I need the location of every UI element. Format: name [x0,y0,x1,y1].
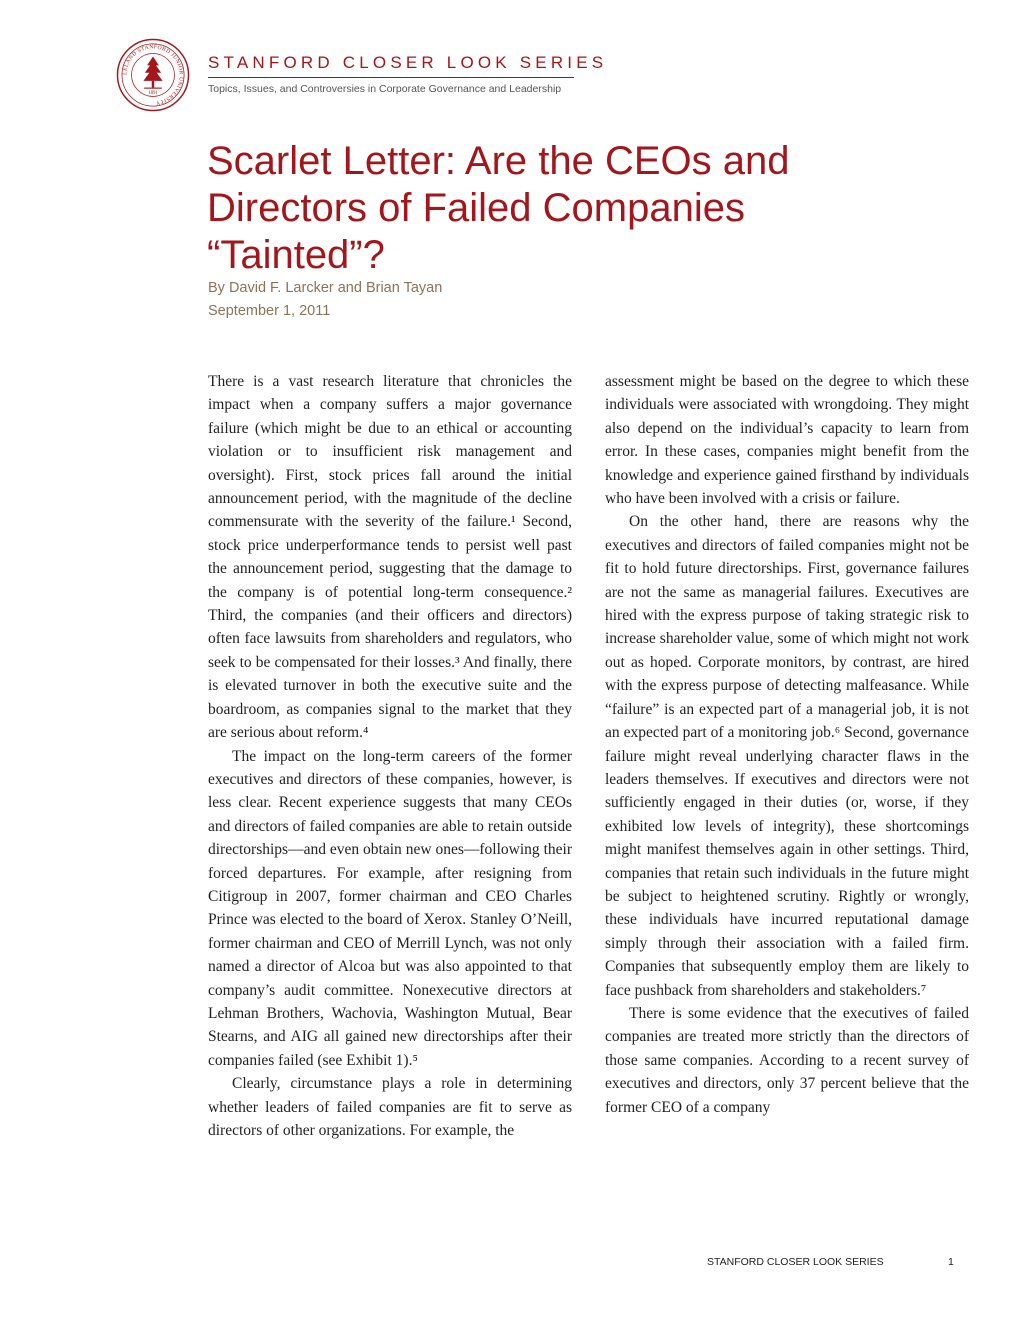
page-number: 1 [948,1256,954,1268]
title-line: “Tainted”? [207,233,385,277]
title-line: Directors of Failed Companies [207,186,745,230]
seal-ring-text: LELAND STANFORD JUNIOR UNIVERSITY [122,44,184,106]
body-column-left [208,370,572,1142]
series-subtitle: Topics, Issues, and Controversies in Corporate Governance and Leadership [208,83,562,95]
body-paragraph: The impact on the long-term careers of the former executives and directors of these companies, however, is less clear. Recent experience suggests that many CEOs and directors of failed companies are able to retain outside directorships—and even obtain new ones—following their forced departures. For example, after resigning from Citigroup in 2007, former chairman and CEO Charles Prince was elected to the board of Xerox. Stanley O’Neill, former chairman and CEO of Merrill Lynch, was not only named a director of Alcoa but was also appointed to that company’s audit committee. Nonexecutive directors at Lehman Brothers, Wachovia, Washington Mutual, Bear Stearns, and AIG all gained new directorships after their companies failed (see Exhibit 1).⁵ [208,747,572,1069]
body-paragraph: There is some evidence that the executives of failed companies are treated more strictly than the directors of those same companies. According to a recent survey of executives and directors, only 37 percent believe that the former CEO of a company [605,1004,969,1116]
body-column-right [605,370,969,1119]
publication-date: September 1, 2011 [208,303,331,319]
body-paragraph: Clearly, circumstance plays a role in determining whether leaders of failed companies are fit to serve as directors of other organizations. For example, the [208,1075,572,1139]
tree-icon [143,57,162,89]
byline: By David F. Larcker and Brian Tayan [208,280,443,296]
body-paragraph: assessment might be based on the degree to which these individuals were associated with wrongdoing. They might also depend on the individual’s capacity to learn from error. In these cases, companies might benefit from the knowledge and experience gained firsthand by individuals who have been involved with a crisis or failure. [605,373,969,508]
body-paragraph: There is a vast research literature that chronicles the impact when a company suffers a major governance failure (which might be due to an ethical or accounting violation or to insufficient risk management and oversight). First, stock prices fall around the initial announcement period, with the magnitude of the decline commensurate with the severity of the failure.¹ Second, stock price underperformance tends to persist well past the announcement period, suggesting that the damage to the company is of potential long-term consequence.² Third, the companies (and their officers and directors) often face lawsuits from shareholders and regulators, who seek to be compensated for their losses.³ And finally, there is elevated turnover in both the executive suite and the boardroom, as companies signal to the market that they are serious about reform.⁴ [208,373,572,742]
stanford-seal-logo [116,38,190,112]
series-title: STANFORD CLOSER LOOK SERIES [208,53,608,72]
body-paragraph: On the other hand, there are reasons why the executives and directors of failed companies might not be fit to hold future directorships. First, governance failures are not the same as managerial failures. Executives are hired with the express purpose of taking strategic risk to increase shareholder value, some of which might not work out as hoped. Corporate monitors, by contrast, are hired with the express purpose of detecting malfeasance. While “failure” is an expected part of a managerial job, it is not an expected part of a monitoring job.⁶ Second, governance failure might reveal underlying character flaws in the leaders themselves. If executives and directors were not sufficiently engaged in their duties (or, worse, if they exhibited low levels of integrity), these shortcomings might manifest themselves again in other settings. Third, companies that retain such individuals in the future might be subject to heightened scrutiny. Rightly or wrongly, these individuals have incurred reputational damage simply through their association with a failed firm. Companies that subsequently employ them are likely to face pushback from shareholders and stakeholders.⁷ [605,513,969,999]
article-title [207,138,927,279]
title-line: Scarlet Letter: Are the CEOs and [207,139,790,183]
footer-series-label: STANFORD CLOSER LOOK SERIES [707,1256,884,1268]
series-divider [208,77,574,78]
seal-year: 1891 [148,91,158,97]
